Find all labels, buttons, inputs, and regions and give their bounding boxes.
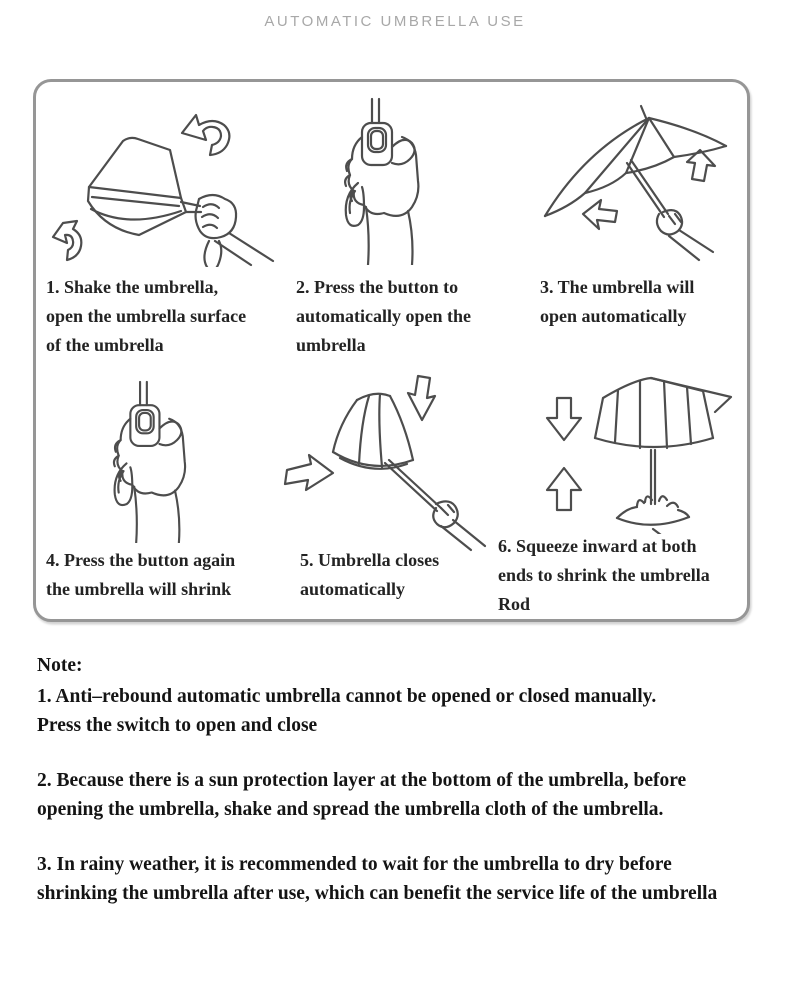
step-3-caption (540, 273, 694, 331)
squeeze-umbrella-rod-illustration (533, 364, 763, 534)
step-caption-line: automatically (300, 579, 405, 599)
shake-folded-umbrella-illustration (43, 95, 288, 267)
notes-section (37, 651, 790, 934)
note-line: shrinking the umbrella after use, which can benefit the service life of the umbrella (37, 883, 718, 904)
note-item-3 (37, 850, 790, 909)
step-caption-line: Rod (498, 594, 531, 614)
hand-press-button-illustration (75, 378, 275, 543)
note-item-1 (37, 682, 790, 741)
step-caption-line: 1. Shake the umbrella, (46, 277, 219, 297)
step-caption-line: umbrella (296, 335, 366, 355)
notes-heading: Note: (37, 655, 83, 676)
step-caption-line: the umbrella will shrink (46, 579, 232, 599)
step-2-caption (296, 273, 471, 360)
note-line: 3. In rainy weather, it is recommended to wait for the umbrella to dry before (37, 853, 672, 875)
step-caption-line: 4. Press the button again (46, 550, 236, 570)
page-title: AUTOMATIC UMBRELLA USE (264, 13, 526, 30)
note-line: Press the switch to open and close (37, 715, 318, 736)
hand-press-button-illustration (308, 95, 508, 265)
note-line: opening the umbrella, shake and spread the umbrella cloth of the umbrella. (37, 799, 664, 820)
step-6-caption (498, 532, 710, 619)
step-caption-line: ends to shrink the umbrella (498, 565, 710, 585)
step-caption-line: open automatically (540, 306, 687, 326)
open-umbrella-illustration (533, 88, 748, 270)
note-item-2 (37, 766, 790, 825)
step-5-caption (300, 546, 439, 604)
note-line: 2. Because there is a sun protection layer at the bottom of the umbrella, before (37, 769, 687, 791)
step-caption-line: open the umbrella surface (46, 306, 247, 326)
closing-umbrella-illustration (283, 372, 503, 552)
step-caption-line: of the umbrella (46, 335, 164, 355)
step-caption-line: 2. Press the button to (296, 277, 459, 297)
step-caption-line: automatically open the (296, 306, 471, 326)
note-line: 1. Anti–rebound automatic umbrella cannot be opened or closed manually. (37, 685, 657, 707)
step-1-caption (46, 273, 246, 360)
step-caption-line: 3. The umbrella will (540, 277, 695, 297)
step-caption-line: 5. Umbrella closes (300, 550, 440, 570)
step-caption-line: 6. Squeeze inward at both (498, 536, 697, 556)
step-4-caption (46, 546, 235, 604)
